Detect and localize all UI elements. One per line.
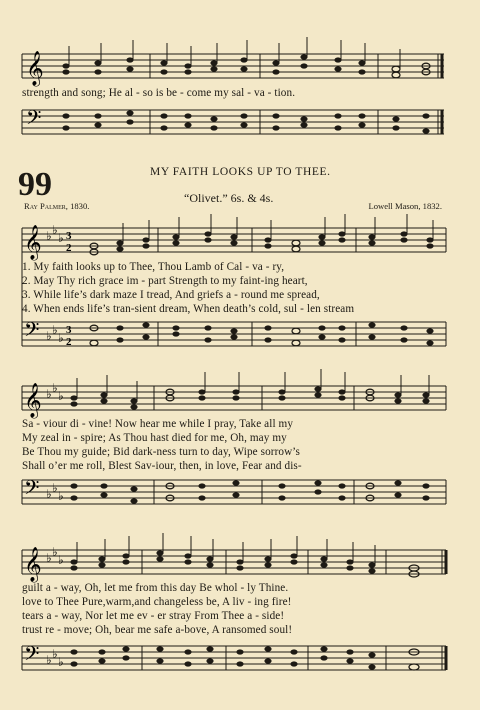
time-signature-top: 3 (66, 230, 72, 242)
time-signature-bottom: 2 (66, 336, 72, 348)
flat-icon: ♭ (52, 481, 58, 495)
flat-icon: ♭ (58, 331, 64, 345)
hymn-number: 99 (18, 166, 52, 203)
flat-icon: ♭ (58, 389, 64, 403)
bass-clef-icon: 𝄢 (24, 642, 40, 670)
flat-icon: ♭ (46, 229, 52, 243)
flat-icon: ♭ (52, 647, 58, 661)
hymn-author: Ray Palmer, 1830. (24, 201, 90, 211)
flat-icon: ♭ (52, 223, 58, 237)
system1-treble-staff (0, 222, 480, 262)
hymn-composer: Lowell Mason, 1832. (368, 201, 442, 211)
top-bass-staff (0, 104, 480, 144)
flat-icon: ♭ (52, 545, 58, 559)
system2-verse-1: Sa - viour di - vine! Now hear me while I pray, Take all my (22, 418, 294, 430)
system2-verse-3: Be Thou my guide; Bid dark-ness turn to day, Wipe sorrow’s (22, 446, 300, 458)
flat-icon: ♭ (58, 655, 64, 669)
treble-clef-icon: 𝄞 (24, 547, 42, 582)
bass-clef-icon: 𝄢 (24, 318, 40, 346)
flat-icon: ♭ (46, 653, 52, 667)
system3-verse-3: tears a - way, Nor let me ev - er stray From Thee a - side! (22, 610, 285, 622)
system2-verse-4: Shall o’er me roll, Blest Sav-iour, then, in love, Fear and dis- (22, 460, 302, 472)
system1-verse-4: 4. When ends life’s tran-sient dream, When death’s cold, sul - len stream (22, 303, 355, 315)
time-signature-top: 3 (66, 324, 72, 336)
flat-icon: ♭ (58, 231, 64, 245)
flat-icon: ♭ (46, 387, 52, 401)
bass-clef-icon: 𝄢 (26, 106, 42, 134)
system3-verse-1: guilt a - way, Oh, let me from this day Be whol - ly Thine. (22, 582, 289, 594)
top-verse-lyric: strength and song; He al - so is be - come my sal - va - tion. (22, 87, 296, 99)
flat-icon: ♭ (58, 489, 64, 503)
system1-verse-2: 2. May Thy rich grace im - part Strength to my faint-ing heart, (22, 275, 308, 287)
tune-name: “Olivet.” 6s. & 4s. (184, 191, 274, 205)
system3-bass-staff (0, 640, 480, 680)
top-treble-staff (0, 48, 480, 88)
flat-icon: ♭ (46, 551, 52, 565)
system2-treble-staff (0, 380, 480, 420)
flat-icon: ♭ (58, 553, 64, 567)
system2-bass-staff (0, 474, 480, 514)
flat-icon: ♭ (46, 487, 52, 501)
system3-treble-staff (0, 544, 480, 584)
treble-clef-icon: 𝄞 (26, 51, 44, 86)
treble-clef-icon: 𝄞 (24, 383, 42, 418)
flat-icon: ♭ (52, 323, 58, 337)
system1-verse-3: 3. While life’s dark maze I tread, And griefs a - round me spread, (22, 289, 320, 301)
treble-clef-icon: 𝄞 (24, 225, 42, 260)
bass-clef-icon: 𝄢 (24, 476, 40, 504)
system3-verse-2: love to Thee Pure,warm,and changeless be, A liv - ing fire! (22, 596, 292, 608)
system3-verse-4: trust re - move; Oh, bear me safe a-bove, A ransomed soul! (22, 624, 293, 636)
system1-bass-staff (0, 316, 480, 356)
flat-icon: ♭ (46, 329, 52, 343)
system2-verse-2: My zeal in - spire; As Thou hast died for me, Oh, may my (22, 432, 287, 444)
flat-icon: ♭ (52, 381, 58, 395)
system1-verse-1: 1. My faith looks up to Thee, Thou Lamb of Cal - va - ry, (22, 261, 285, 273)
time-signature-bottom: 2 (66, 242, 72, 254)
hymn-title: MY FAITH LOOKS UP TO THEE. (150, 166, 331, 178)
